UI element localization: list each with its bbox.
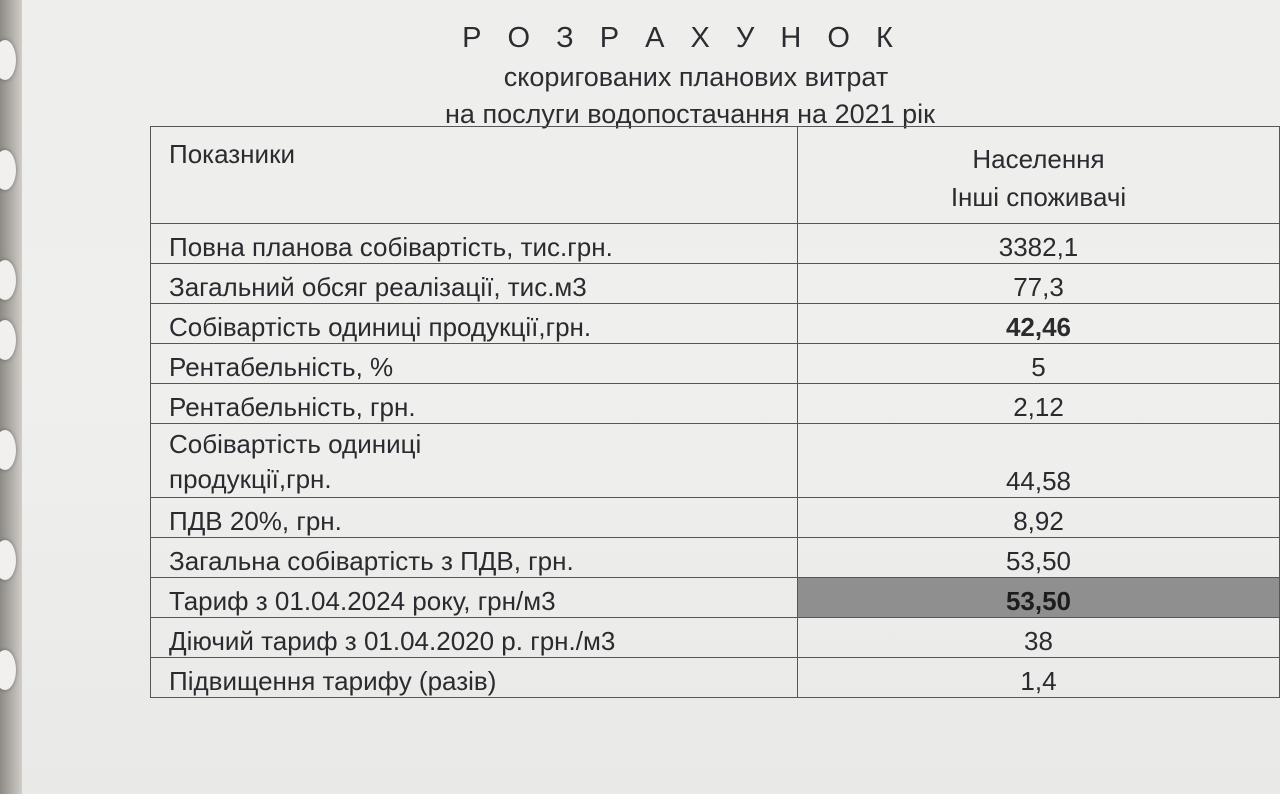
row-value: 38 (798, 618, 1280, 658)
row-value: 3382,1 (798, 224, 1280, 264)
row-value: 44,58 (798, 424, 1280, 498)
row-label: Собівартість одиниці продукції,грн. (151, 304, 798, 344)
table-row (151, 264, 1280, 304)
table-row (151, 224, 1280, 264)
table-row (151, 538, 1280, 578)
header-indicators: Показники (151, 127, 798, 224)
header-population: Населення (972, 144, 1105, 174)
row-value: 5 (798, 344, 1280, 384)
row-label: Загальний обсяг реалізації, тис.м3 (151, 264, 798, 304)
table-row (151, 424, 1280, 498)
table-row (151, 578, 1280, 618)
fabric-pattern (0, 650, 16, 690)
row-label-line2: продукції,грн. (169, 463, 332, 494)
row-label-line1: Собівартість одиниці (169, 428, 422, 459)
table-header-row (151, 127, 1280, 224)
row-label: Повна планова собівартість, тис.грн. (151, 224, 798, 264)
document-title: Р О З Р А Х У Н О К (462, 22, 902, 54)
row-value: 2,12 (798, 384, 1280, 424)
row-label: ПДВ 20%, грн. (151, 498, 798, 538)
fabric-pattern (0, 150, 16, 190)
cost-calculation-table (150, 126, 1280, 698)
row-label: Діючий тариф з 01.04.2020 р. грн./м3 (151, 618, 798, 658)
cost-table-wrapper (150, 126, 1280, 698)
header-other-consumers: Інші споживачі (950, 181, 1127, 212)
table-row (151, 344, 1280, 384)
paper-sheet (22, 0, 1280, 794)
table-row (151, 384, 1280, 424)
header-consumers (798, 127, 1280, 224)
row-value: 42,46 (798, 304, 1280, 344)
row-value: 53,50 (798, 538, 1280, 578)
document-subtitle-line2: на послуги водопостачання на 2021 рік (445, 99, 935, 129)
row-value: 8,92 (798, 498, 1280, 538)
fabric-pattern (0, 320, 16, 360)
row-label: Загальна собівартість з ПДВ, грн. (151, 538, 798, 578)
table-row (151, 304, 1280, 344)
row-label: Рентабельність, грн. (151, 384, 798, 424)
row-value: 1,4 (798, 658, 1280, 698)
row-label (151, 424, 798, 498)
row-label: Тариф з 01.04.2024 року, грн/м3 (151, 578, 798, 618)
row-value: 77,3 (798, 264, 1280, 304)
table-row (151, 618, 1280, 658)
row-label: Рентабельність, % (151, 344, 798, 384)
row-label: Підвищення тарифу (разів) (151, 658, 798, 698)
fabric-pattern (0, 260, 16, 300)
fabric-pattern (0, 540, 16, 580)
fabric-pattern (0, 430, 16, 470)
table-row (151, 498, 1280, 538)
highlighted-tariff-value: 53,50 (798, 578, 1280, 618)
document-subtitle-line1: скоригованих планових витрат (503, 62, 889, 92)
table-row (151, 658, 1280, 698)
fabric-pattern (0, 40, 16, 80)
